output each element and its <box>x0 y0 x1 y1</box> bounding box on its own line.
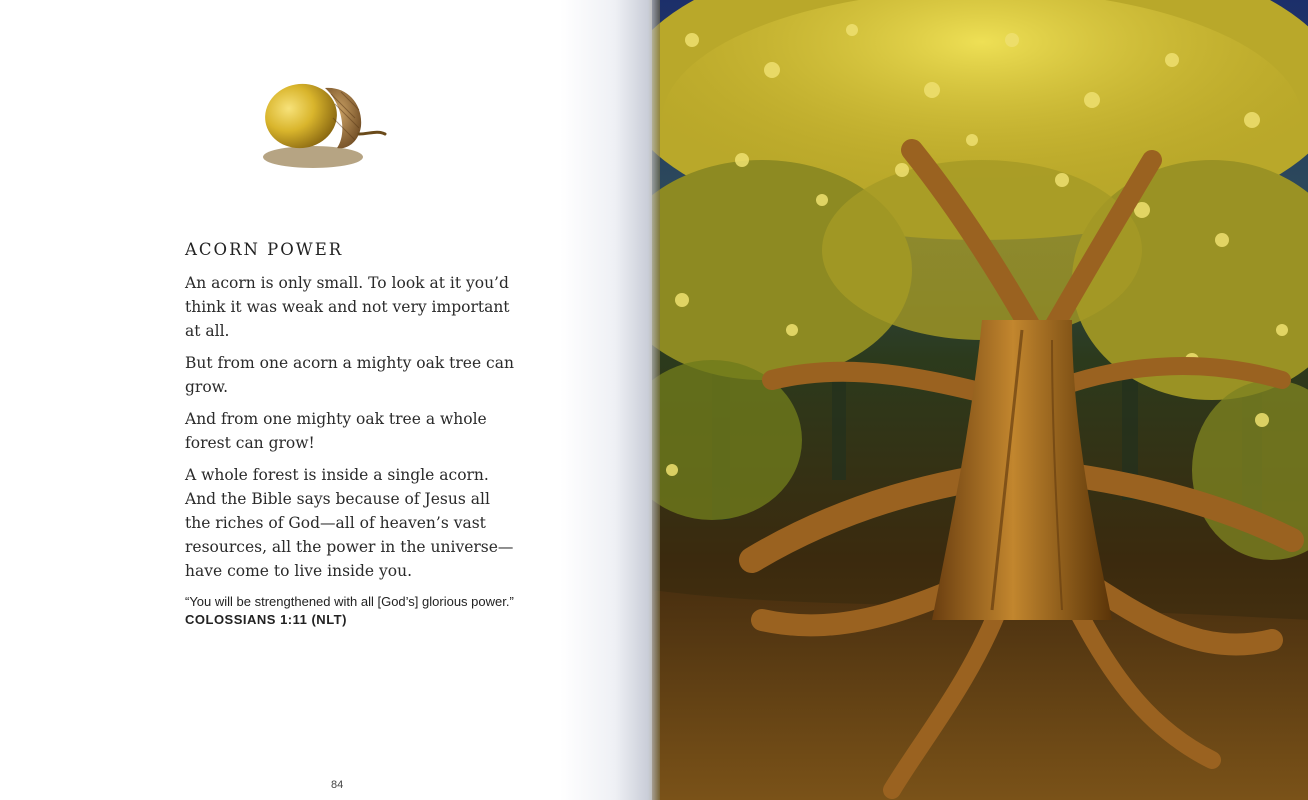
right-page <box>652 0 1308 800</box>
paragraph-4: A whole forest is inside a single acorn. And the Bible says because of Jesus all the riches of God—all of heaven’s vast resources, all the power in the universe—have come to live inside you. <box>185 466 514 580</box>
left-page <box>0 0 600 800</box>
paragraph-2: But from one acorn a mighty oak tree can grow. <box>185 354 514 396</box>
paragraph-3: And from one mighty oak tree a whole forest can grow! <box>185 410 487 452</box>
oak-tree-illustration <box>652 0 1308 800</box>
bible-verse <box>185 593 515 629</box>
paragraph-1: An acorn is only small. To look at it you’d think it was weak and not very important at all. <box>185 274 510 340</box>
verse-quote: “You will be strengthened with all [God’s] glorious power.” <box>185 594 514 609</box>
page-number: 84 <box>331 779 344 791</box>
verse-reference: COLOSSIANS 1:11 (NLT) <box>185 612 347 627</box>
article-title: ACORN POWER <box>185 240 344 259</box>
acorn-illustration <box>255 74 400 174</box>
page-gutter <box>560 0 660 800</box>
article-text <box>185 240 515 629</box>
